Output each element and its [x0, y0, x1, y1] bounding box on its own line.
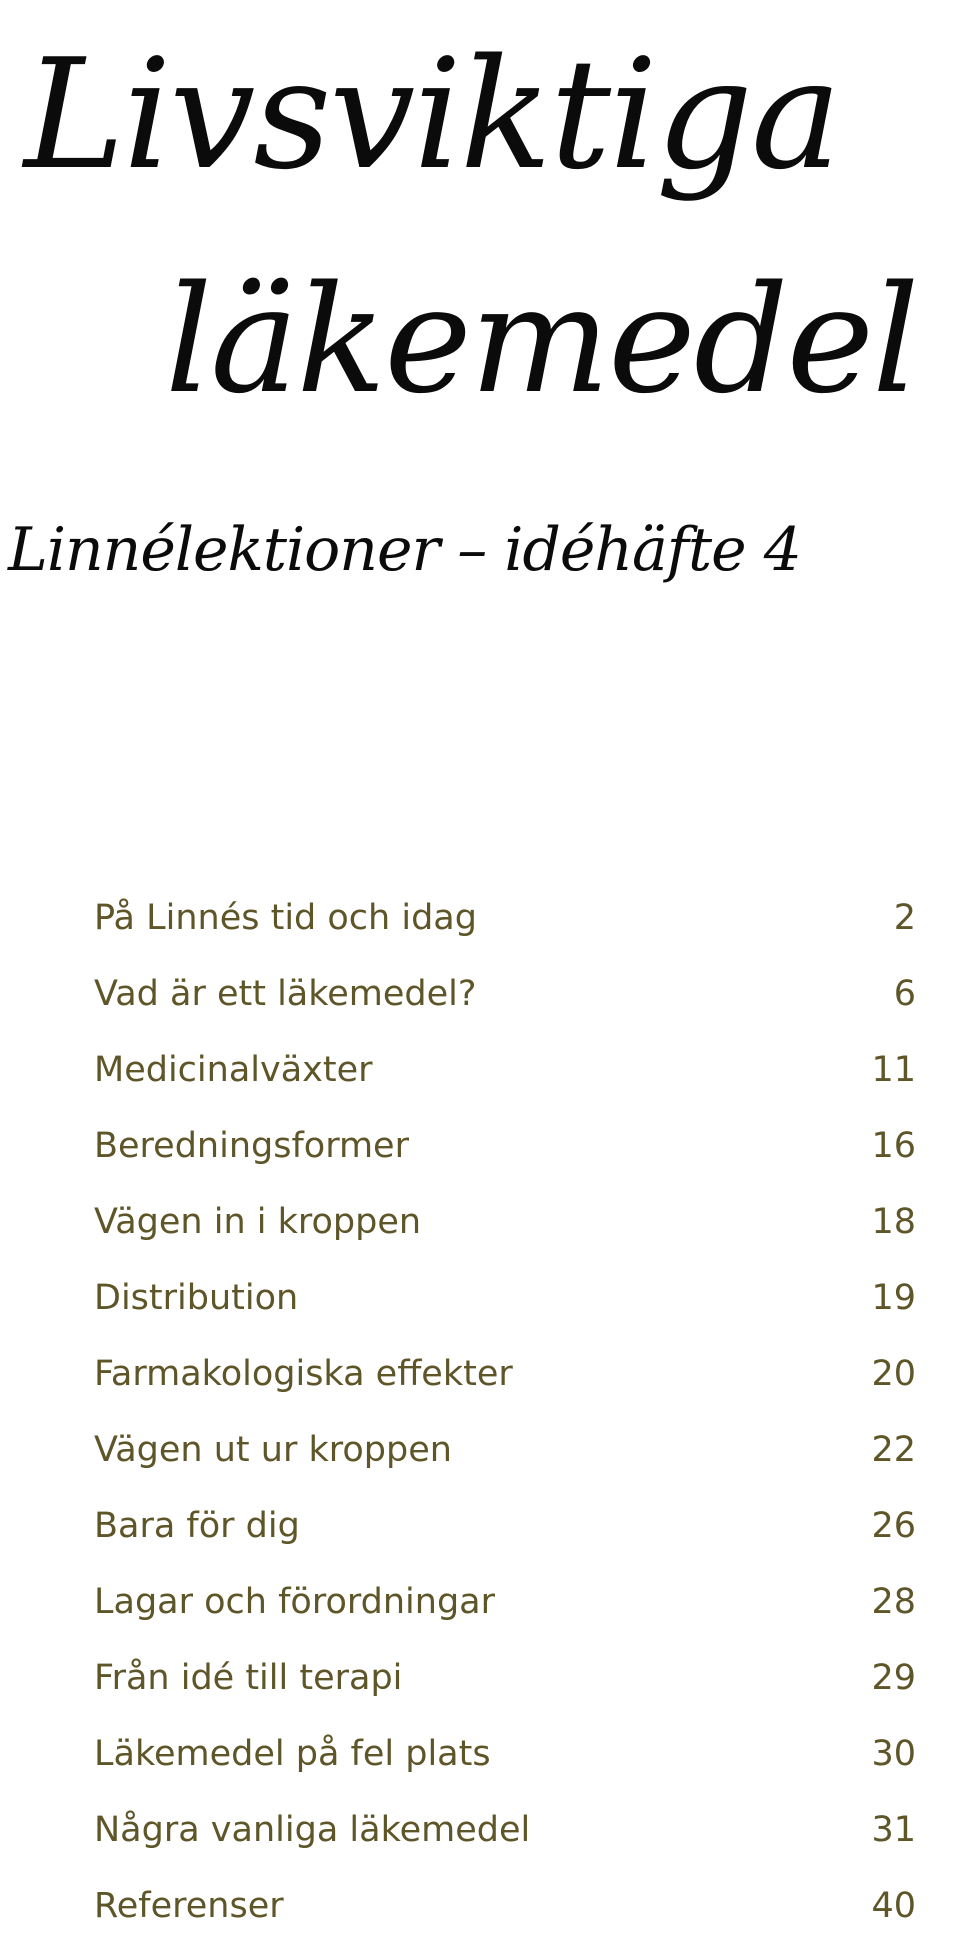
toc-row[interactable] [94, 1792, 916, 1868]
toc-page-number: 29 [871, 1658, 916, 1698]
toc-entry-title: Lagar och förordningar [94, 1582, 495, 1622]
toc-row[interactable] [94, 1412, 916, 1488]
title-line-1: Livsviktiga [24, 26, 840, 203]
toc-page-number: 6 [893, 974, 916, 1014]
toc-row[interactable] [94, 956, 916, 1032]
toc-row[interactable] [94, 1868, 916, 1944]
toc-entry-title: Vägen ut ur kroppen [94, 1430, 452, 1470]
toc-row[interactable] [94, 1032, 916, 1108]
toc-row[interactable] [94, 1564, 916, 1640]
toc-entry-title: Beredningsformer [94, 1126, 409, 1166]
toc-page-number: 30 [871, 1734, 916, 1774]
table-of-contents [94, 880, 916, 1944]
toc-entry-title: Läkemedel på fel plats [94, 1734, 491, 1774]
toc-page-number: 31 [871, 1810, 916, 1850]
title-line-2: läkemedel [165, 254, 918, 426]
toc-entry-title: Vad är ett läkemedel? [94, 974, 477, 1014]
toc-entry-title: Bara för dig [94, 1506, 300, 1546]
toc-page-number: 26 [871, 1506, 916, 1546]
toc-page-number: 16 [871, 1126, 916, 1166]
toc-entry-title: Från idé till terapi [94, 1658, 403, 1698]
toc-page-number: 40 [871, 1886, 916, 1926]
toc-entry-title: Referenser [94, 1886, 284, 1926]
toc-row[interactable] [94, 1640, 916, 1716]
toc-row[interactable] [94, 1716, 916, 1792]
toc-entry-title: På Linnés tid och idag [94, 898, 477, 938]
toc-page-number: 22 [871, 1430, 916, 1470]
toc-entry-title: Några vanliga läkemedel [94, 1810, 531, 1850]
toc-entry-title: Medicinalväxter [94, 1050, 373, 1090]
toc-page-number: 19 [871, 1278, 916, 1318]
toc-row[interactable] [94, 1184, 916, 1260]
toc-row[interactable] [94, 880, 916, 956]
toc-row[interactable] [94, 1260, 916, 1336]
toc-entry-title: Farmakologiska effekter [94, 1354, 513, 1394]
toc-page-number: 11 [871, 1050, 916, 1090]
toc-row[interactable] [94, 1488, 916, 1564]
toc-entry-title: Distribution [94, 1278, 299, 1318]
toc-page-number: 18 [871, 1202, 916, 1242]
toc-row[interactable] [94, 1336, 916, 1412]
toc-entry-title: Vägen in i kroppen [94, 1202, 422, 1242]
toc-page-number: 2 [893, 898, 916, 938]
toc-row[interactable] [94, 1108, 916, 1184]
toc-page-number: 28 [871, 1582, 916, 1622]
toc-page-number: 20 [871, 1354, 916, 1394]
subtitle: Linnélektioner – idéhäfte 4 [8, 515, 801, 585]
